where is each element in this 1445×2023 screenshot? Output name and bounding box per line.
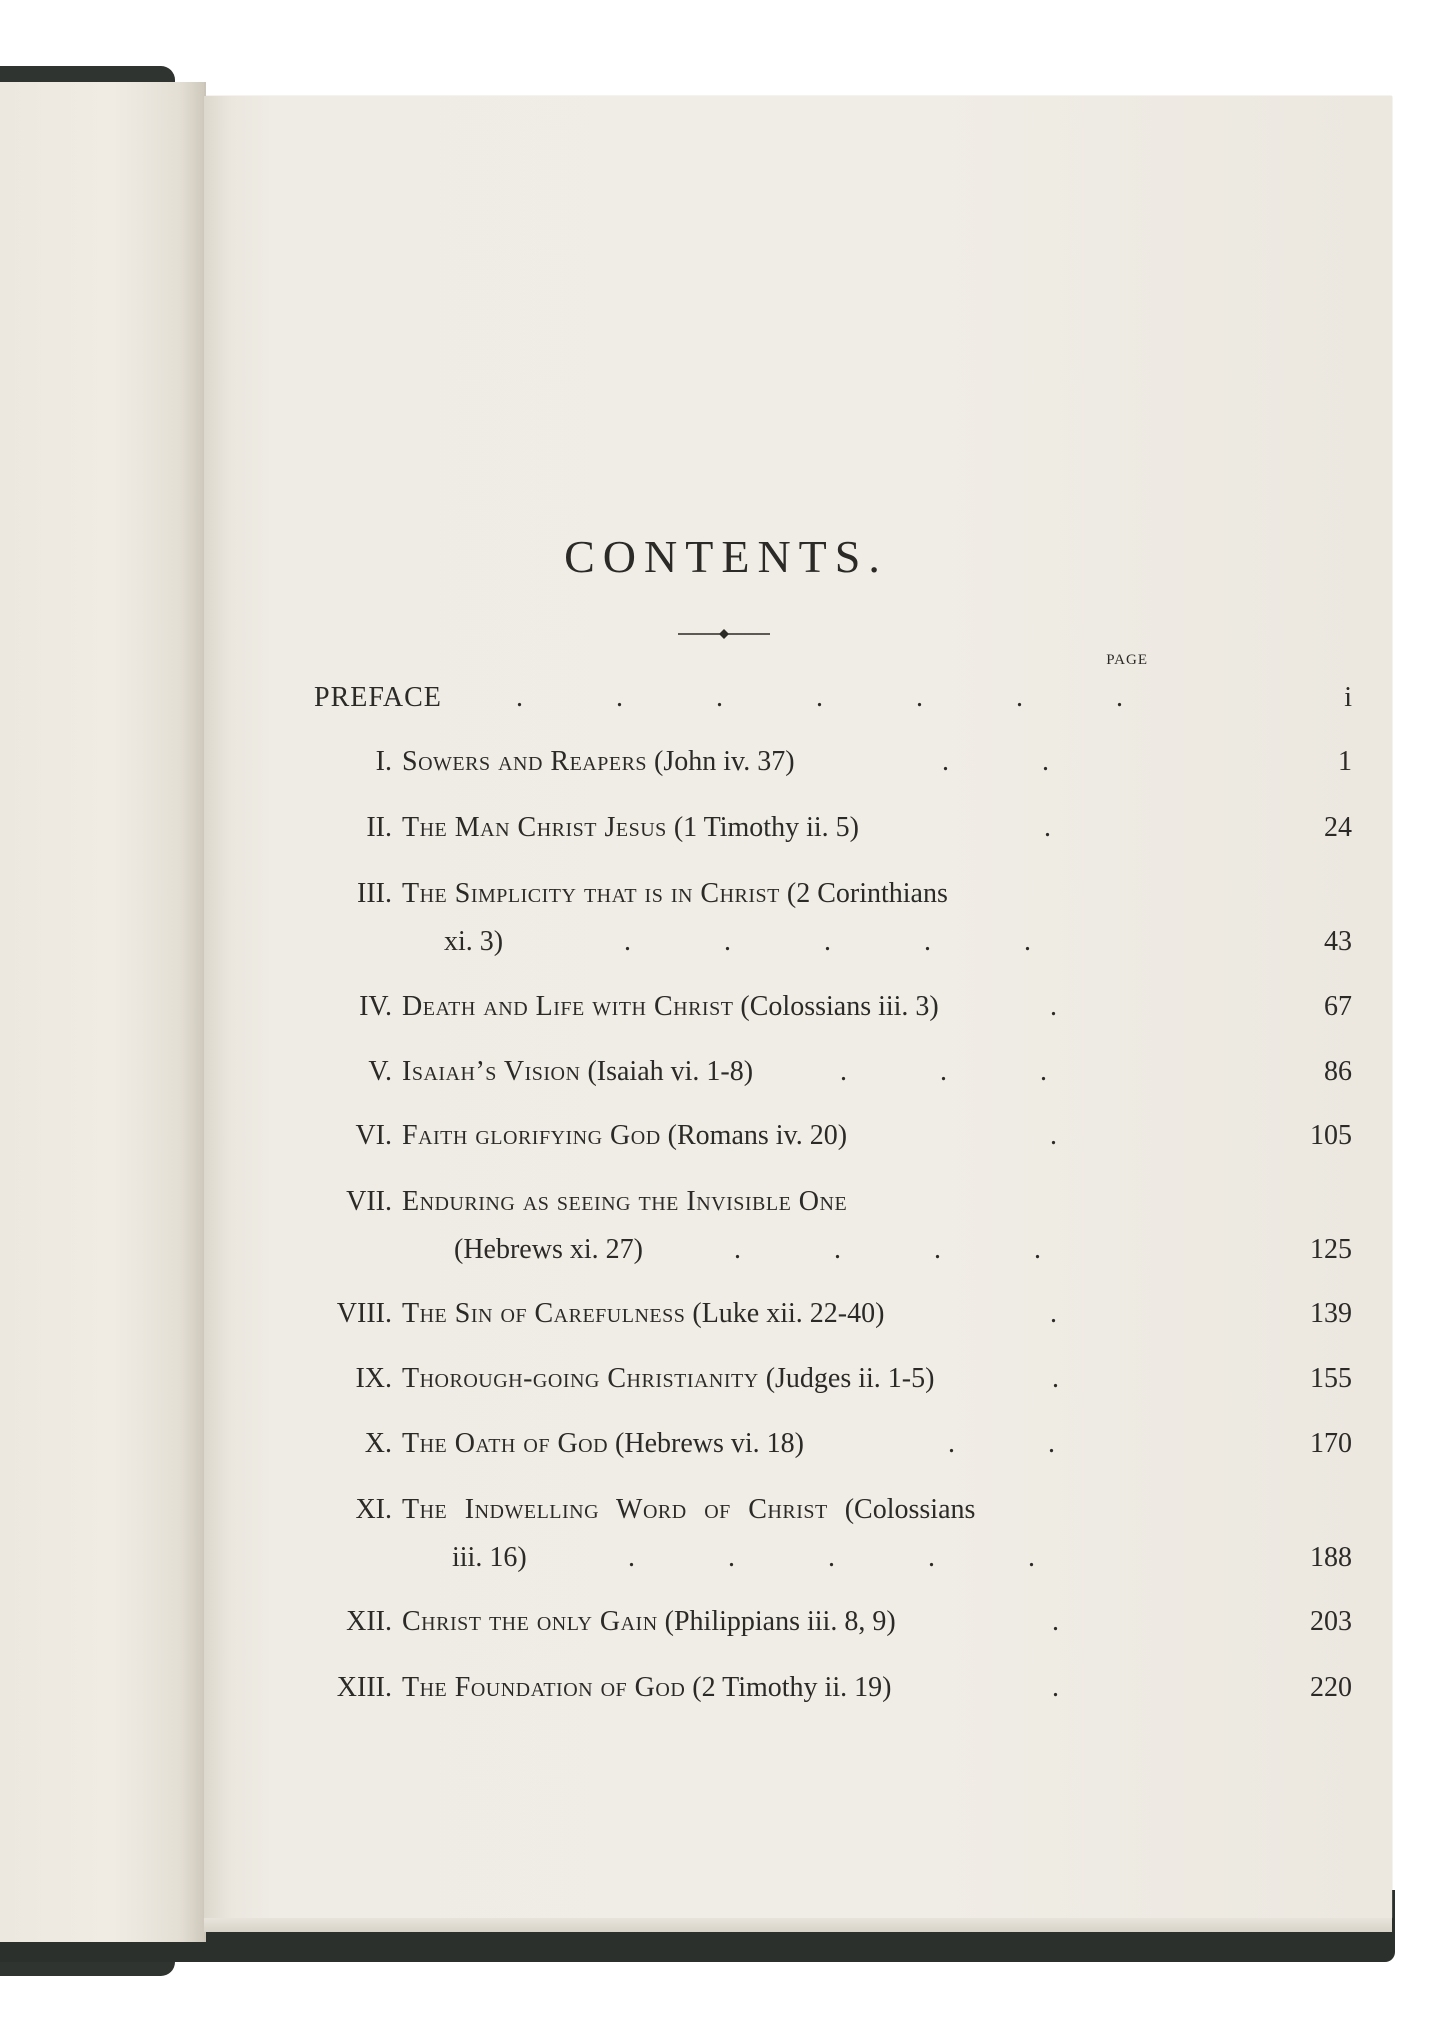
leader-dots: . bbox=[1052, 1363, 1059, 1394]
chapter-title: The Sin of Carefulness bbox=[402, 1298, 686, 1329]
leader-dots: . . . . . bbox=[628, 1542, 1035, 1573]
toc-row bbox=[204, 1050, 1392, 1094]
chapter-number: VIII. bbox=[336, 1298, 392, 1329]
chapter-number: IV. bbox=[359, 991, 392, 1022]
chapter-number: VI. bbox=[355, 1120, 392, 1151]
chapter-reference: (Romans iv. 20) bbox=[667, 1120, 848, 1151]
page-number: 220 bbox=[1310, 1672, 1352, 1703]
chapter-reference: (Isaiah vi. 1-8) bbox=[587, 1056, 754, 1087]
toc-row bbox=[204, 985, 1392, 1029]
chapter-title: The Indwelling Word of Christ bbox=[402, 1494, 828, 1525]
chapter-reference: (John iv. 37) bbox=[654, 746, 795, 777]
page-number: 170 bbox=[1310, 1428, 1352, 1459]
toc-row-continuation bbox=[204, 1228, 1392, 1272]
chapter-number: XIII. bbox=[336, 1672, 392, 1703]
chapter-number: III. bbox=[357, 878, 392, 909]
chapter-reference: (Colossians iii. 3) bbox=[740, 991, 939, 1022]
chapter-title: Christ the only Gain bbox=[402, 1606, 658, 1637]
preface-label: PREFACE bbox=[314, 682, 442, 713]
chapter-number: XII. bbox=[346, 1606, 392, 1637]
leader-dots: . . . bbox=[840, 1056, 1047, 1087]
page-number: 203 bbox=[1310, 1606, 1352, 1637]
leader-dots: . bbox=[1050, 1298, 1057, 1329]
page-number: 125 bbox=[1310, 1234, 1352, 1265]
toc-row-preface bbox=[204, 676, 1392, 720]
toc-row bbox=[204, 740, 1392, 784]
chapter-reference-cont: xi. 3) bbox=[444, 926, 504, 957]
toc-row-continuation bbox=[204, 920, 1392, 964]
toc-row bbox=[204, 1422, 1392, 1466]
page-edge bbox=[204, 1918, 1392, 1932]
leader-dots: . bbox=[1050, 991, 1057, 1022]
chapter-reference: (Hebrews vi. 18) bbox=[615, 1428, 804, 1459]
chapter-number: V. bbox=[368, 1056, 392, 1087]
leader-dots: . bbox=[1052, 1606, 1059, 1637]
chapter-reference: (2 Corinthians bbox=[786, 878, 948, 909]
toc-row bbox=[204, 1292, 1392, 1336]
toc-row bbox=[204, 1114, 1392, 1158]
page-number: 139 bbox=[1310, 1298, 1352, 1329]
ornament-divider-icon bbox=[678, 628, 770, 640]
chapter-title: The Oath of God bbox=[402, 1428, 609, 1459]
page-number: 155 bbox=[1310, 1363, 1352, 1394]
page-number: 43 bbox=[1324, 926, 1352, 957]
chapter-reference: (1 Timothy ii. 5) bbox=[673, 812, 859, 843]
chapter-reference: (Colossians bbox=[844, 1494, 976, 1525]
chapter-reference: (Judges ii. 1-5) bbox=[765, 1363, 935, 1394]
chapter-title: Sowers and Reapers bbox=[402, 746, 648, 777]
chapter-title: Enduring as seeing the Invisible One bbox=[402, 1186, 848, 1217]
chapter-number: IX. bbox=[355, 1363, 392, 1394]
toc-row bbox=[204, 1666, 1392, 1710]
leader-dots: . . . . . bbox=[624, 926, 1031, 957]
leader-dots: . . . . bbox=[734, 1234, 1041, 1265]
chapter-reference: (Luke xii. 22-40) bbox=[692, 1298, 885, 1329]
page-number: 1 bbox=[1338, 746, 1352, 777]
page-number: 188 bbox=[1310, 1542, 1352, 1573]
toc-row bbox=[204, 1180, 1392, 1224]
chapter-number: X. bbox=[364, 1428, 392, 1459]
leader-dots: . . . . . . . bbox=[516, 682, 1123, 713]
chapter-title: Thorough-going Christianity bbox=[402, 1363, 759, 1394]
left-page bbox=[0, 82, 206, 1942]
page-number: i bbox=[1344, 682, 1352, 713]
chapter-title: Death and Life with Christ bbox=[402, 991, 734, 1022]
leader-dots: . bbox=[1052, 1672, 1059, 1703]
chapter-reference-cont: iii. 16) bbox=[452, 1542, 527, 1573]
toc-row-continuation bbox=[204, 1536, 1392, 1580]
leader-dots: . . bbox=[948, 1428, 1055, 1459]
chapter-reference-cont: (Hebrews xi. 27) bbox=[454, 1234, 643, 1265]
chapter-title: Faith glorifying God bbox=[402, 1120, 661, 1151]
chapter-number: II. bbox=[366, 812, 392, 843]
toc-row bbox=[204, 1488, 1392, 1532]
page-column-label: PAGE bbox=[1106, 652, 1148, 668]
chapter-title: The Man Christ Jesus bbox=[402, 812, 667, 843]
page-number: 105 bbox=[1310, 1120, 1352, 1151]
chapter-number: XI. bbox=[355, 1494, 392, 1525]
chapter-reference: (Philippians iii. 8, 9) bbox=[664, 1606, 896, 1637]
leader-dots: . bbox=[1044, 812, 1051, 843]
leader-dots: . . bbox=[942, 746, 1049, 777]
chapter-title: Isaiah’s Vision bbox=[402, 1056, 581, 1087]
toc-row bbox=[204, 1357, 1392, 1401]
leader-dots: . bbox=[1050, 1120, 1057, 1151]
chapter-number: I. bbox=[375, 746, 392, 777]
toc-row bbox=[204, 1600, 1392, 1644]
chapter-title: The Simplicity that is in Christ bbox=[402, 878, 780, 909]
toc-row bbox=[204, 872, 1392, 916]
chapter-title: The Foundation of God bbox=[402, 1672, 686, 1703]
page-number: 86 bbox=[1324, 1056, 1352, 1087]
toc-row bbox=[204, 806, 1392, 850]
page-number: 67 bbox=[1324, 991, 1352, 1022]
chapter-reference: (2 Timothy ii. 19) bbox=[692, 1672, 892, 1703]
chapter-number: VII. bbox=[346, 1186, 392, 1217]
page-number: 24 bbox=[1324, 812, 1352, 843]
page-title: CONTENTS. bbox=[564, 531, 888, 582]
